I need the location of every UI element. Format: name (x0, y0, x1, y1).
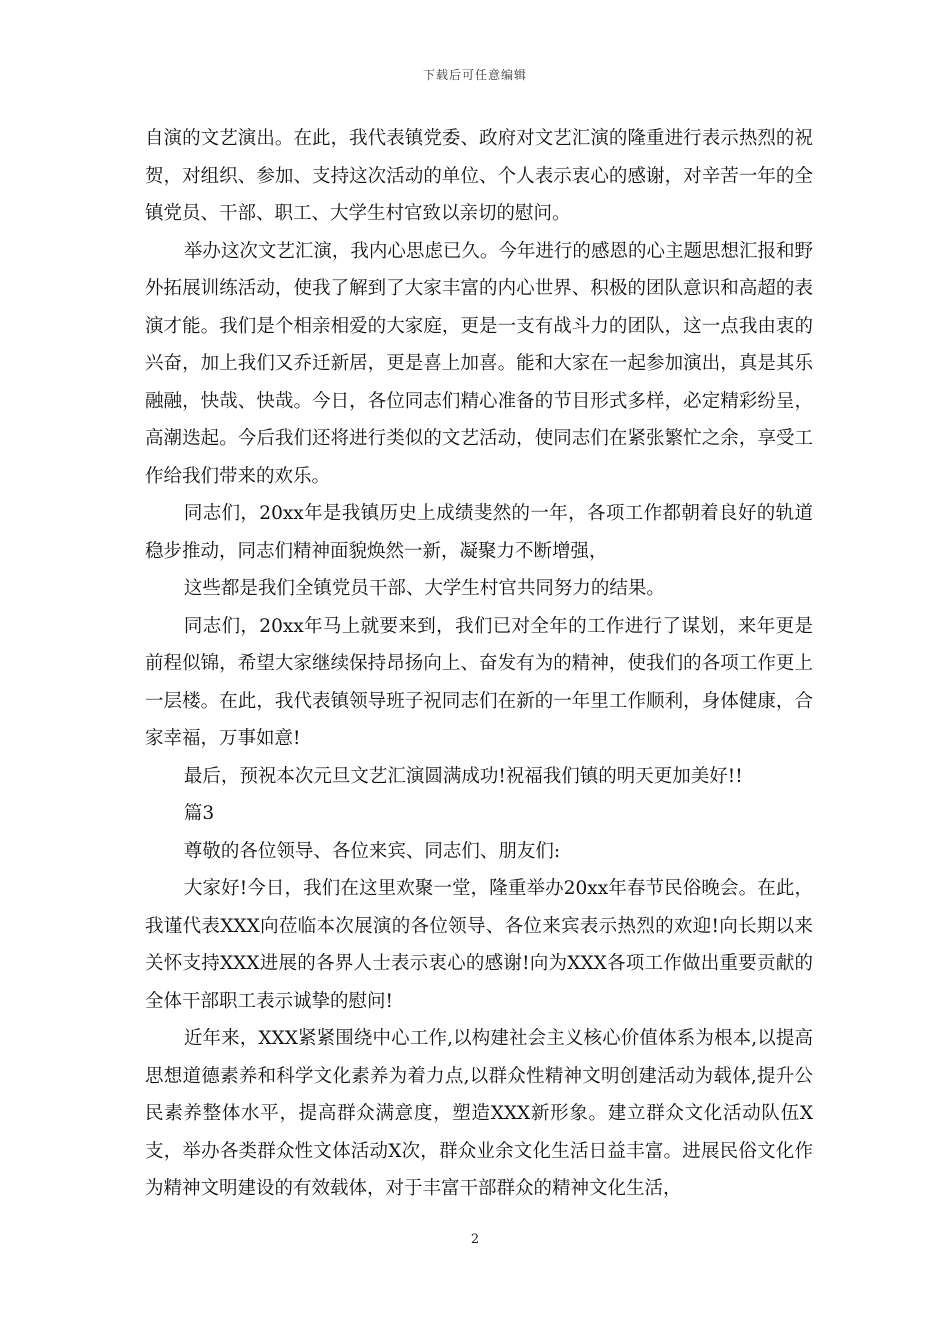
paragraph: 同志们，20xx年是我镇历史上成绩斐然的一年，各项工作都朝着良好的轨道稳步推动，同志们精神面貌焕然一新，凝聚力不断增强， (145, 503, 813, 562)
paragraph: 大家好!今日，我们在这里欢聚一堂，隆重举办20xx年春节民俗晚会。在此，我谨代表XXX向莅临本次展演的各位领导、各位来宾表示热烈的欢迎!向长期以来关怀支持XXX进展的各界人士表示衷心的感谢!向为XXX各项工作做出重要贡献的全体干部职工表示诚挚的慰问! (145, 878, 813, 1012)
paragraph: 最后，预祝本次元旦文艺汇演圆满成功!祝福我们镇的明天更加美好!! (183, 765, 743, 787)
page-header: 下载后可任意编辑 (422, 68, 527, 82)
paragraph: 同志们，20xx年马上就要来到，我们已对全年的工作进行了谋划，来年更是前程似锦，希望大家继续保持昂扬向上、奋发有为的精神，使我们的各项工作更上一层楼。在此，我代表镇领导班子祝同志们在新的一年里工作顺利，身体健康，合家幸福，万事如意! (145, 615, 813, 749)
paragraph: 举办这次文艺汇演，我内心思虑已久。今年进行的感恩的心主题思想汇报和野外拓展训练活动，使我了解到了大家丰富的内心世界、积极的团队意识和高超的表演才能。我们是个相亲相爱的大家庭，更是一支有战斗力的团队，这一点我由衷的兴奋，加上我们又乔迁新居，更是喜上加喜。能和大家在一起参加演出，真是其乐融融，快哉、快哉。今日，各位同志们精心准备的节目形式多样，必定精彩纷呈，高潮迭起。今后我们还将进行类似的文艺活动，使同志们在紧张繁忙之余，享受工作给我们带来的欢乐。 (145, 240, 813, 487)
page-number: 2 (470, 1232, 480, 1247)
paragraph: 这些都是我们全镇党员干部、大学生村官共同努力的结果。 (183, 578, 665, 599)
salutation: 尊敬的各位领导、各位来宾、同志们、朋友们: (183, 840, 561, 862)
section-heading: 篇3 (183, 803, 215, 824)
paragraph: 近年来，XXX紧紧围绕中心工作,以构建社会主义核心价值体系为根本,以提高思想道德素养和科学文化素养为着力点,以群众性精神文明创建活动为载体,提升公民素养整体水平，提高群众满意度，塑造XXX新形象。建立群众文化活动队伍X支，举办各类群众性文体活动X次，群众业余文化生活日益丰富。进展民俗文化作为精神文明建设的有效载体，对于丰富干部群众的精神文化生活， (145, 1028, 813, 1199)
paragraph: 自演的文艺演出。在此，我代表镇党委、政府对文艺汇演的隆重进行表示热烈的祝贺，对组织、参加、支持这次活动的单位、个人表示衷心的感谢，对辛苦一年的全镇党员、干部、职工、大学生村官致以亲切的慰问。 (145, 128, 813, 224)
document-body (145, 120, 813, 1208)
